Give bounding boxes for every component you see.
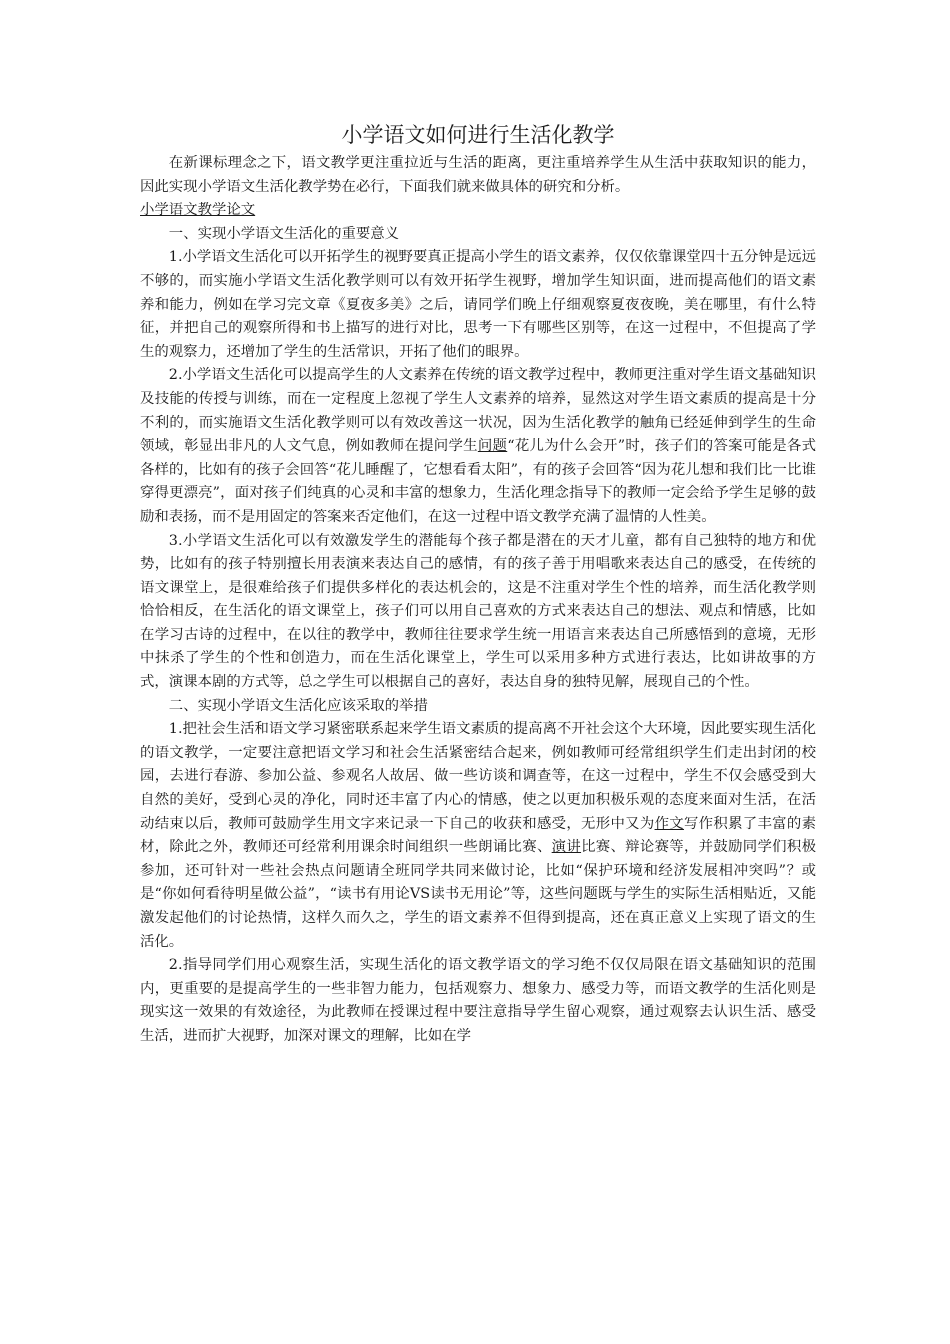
section-1-heading: 一、实现小学语文生活化的重要意义 — [168, 225, 400, 242]
paragraph-3: 3.小学语文生活化可以有效激发学生的潜能每个孩子都是潜在的天才儿童，都有自己独特的地方和优势，比如有的孩子特别擅长用表演来表达自己的感情，有的孩子善于用唱歌来表达自己的感受，在传统的语文课堂上，是很难给孩子们提供多样化的表达机会的，这是不注重对学生个性的培养，而生活化教学则恰恰相反，在生活化的语文课堂上，孩子们可以用自己喜欢的方式来表达自己的想法、观点和情感，比如在学习古诗的过程中，在以往的教学中，教师往往要求学生统一用语言来表达自己所感悟到的意境，无形中抹杀了学生的个性和创造力，而在生活化课堂上，学生可以采用多种方式进行表达，比如讲故事的方式，演课本剧的方式等，总之学生可以根据自己的喜好，表达自身的独特见解，展现自己的个性。 — [140, 532, 816, 691]
paragraph-1: 1.小学语文生活化可以开拓学生的视野要真正提高小学生的语文素养，仅仅依靠课堂四十五分钟是远远不够的，而实施小学语文生活化教学则可以有效开拓学生视野，增加学生知识面，进而提高他们的语文素养和能力，例如在学习完文章《夏夜多美》之后，请同学们晚上仔细观察夏夜夜晚，美在哪里，有什么特征，并把自己的观察所得和书上描写的进行对比，思考一下有哪些区别等，在这一过程中，不但提高了学生的观察力，还增加了学生的生活常识，开拓了他们的眼界。 — [140, 249, 816, 360]
paragraph-2-text-b: “花儿为什么会开”时，孩子们的答案可能是各式各样的，比如有的孩子会回答“花儿睡醒了，它想看看太阳”，有的孩子会回答“因为花儿想和我们比一比谁穿得更漂亮”，面对孩子们纯真的心灵和丰富的想象力，生活化理念指导下的教师一定会给予学生足够的鼓励和表扬，而不是用固定的答案来否定他们，在这一过程中语文教学充满了温情的人性美。 — [140, 438, 816, 525]
paragraph-4 — [140, 718, 816, 954]
paragraph-4-text-c: 比赛、辩论赛等，并鼓励同学们积极参加，还可针对一些社会热点问题请全班同学共同来做讨论，比如“保护环境和经济发展相冲突吗”？或是“你如何看待明星做公益”，“读书有用论VS读书无用论”等，这些问题既与学生的实际生活相贴近，又能激发起他们的讨论热情，这样久而久之，学生的语文素养不但得到提高，还在真正意义上实现了语文的生活化。 — [140, 839, 816, 950]
question-link[interactable]: 问题 — [477, 438, 508, 455]
speech-link[interactable]: 演讲 — [551, 839, 582, 856]
paragraph-4-text-a: 1.把社会生活和语文学习紧密联系起来学生语文素质的提高离不开社会这个大环境，因此要实现生活化的语文教学，一定要注意把语文学习和社会生活紧密结合起来，例如教师可经常组织学生们走出封闭的校园，去进行春游、参加公益、参观名人故居、做一些访谈和调查等，在这一过程中，学生不仅会感受到大自然的美好，受到心灵的净化，同时还丰富了内心的情感，使之以更加积极乐观的态度来面对生活，在活动结束以后，教师可鼓励学生用文字来记录一下自己的收获和感受，无形中又为 — [140, 721, 816, 832]
paragraph-2 — [140, 364, 816, 529]
article-category-link[interactable]: 小学语文教学论文 — [140, 202, 256, 219]
intro-link-line — [140, 199, 816, 223]
intro-paragraph: 在新课标理念之下，语文教学更注重拉近与生活的距离，更注重培养学生从生活中获取知识的能力，因此实现小学语文生活化教学势在必行，下面我们就来做具体的研究和分析。 — [140, 155, 816, 195]
composition-link[interactable]: 作文 — [654, 815, 684, 832]
paragraph-5: 2.指导同学们用心观察生活，实现生活化的语文教学语文的学习绝不仅仅局限在语文基础知识的范围内，更重要的是提高学生的一些非智力能力，包括观察力、想象力、感受力等，而语文教学的生活化则是现实这一效果的有效途径，为此教师在授课过程中要注意指导学生留心观察，通过观察去认识生活、感受生活，进而扩大视野，加深对课文的理解，比如在学 — [140, 957, 816, 1044]
paragraph-2-text-a: 2.小学语文生活化可以提高学生的人文素养在传统的语文教学过程中，教师更注重对学生语文基础知识及技能的传授与训练，而在一定程度上忽视了学生人文素养的培养，显然这对学生语文素质的提高是十分不利的，而实施语文生活化教学则可以有效改善这一状况，因为生活化教学的触角已经延伸到学生的生命领域，彰显出非凡的人文气息，例如教师在提问学生 — [140, 367, 816, 455]
document-page — [140, 120, 816, 1049]
section-2-heading: 二、实现小学语文生活化应该采取的举措 — [168, 697, 428, 714]
document-title: 小学语文如何进行生活化教学 — [341, 123, 615, 147]
paragraph-4-text-b: 写作积累了丰富的素材，除此之外，教师还可经常利用课余时间组织一些朗诵比赛、 — [140, 815, 816, 856]
